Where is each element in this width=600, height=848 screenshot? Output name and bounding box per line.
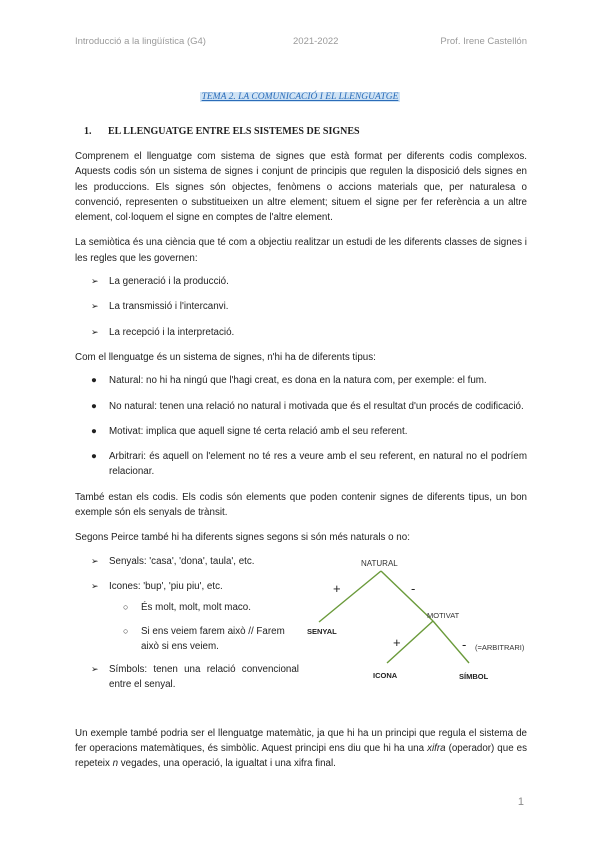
document-title [0, 92, 600, 102]
circle-bullet-icon: ○ [123, 625, 129, 636]
branch-natural-motivat [381, 571, 433, 621]
paragraph-codes: També estan els codis. Els codis són elements que poden contenir signes de diferents tipus, un bon exemple són els senyals de trànsit. [75, 491, 527, 519]
header-course: Introducció a la lingüística (G4) [75, 36, 206, 47]
section-number: 1. [84, 126, 92, 137]
sign-types-list [75, 373, 527, 479]
node-arbitrari: (=ARBITRARI) [475, 642, 525, 652]
dot-bullet-icon: ● [91, 451, 97, 463]
paragraph-types-intro: Com el llenguatge és un sistema de signes, n'hi ha de diferents tipus: [75, 351, 376, 363]
document-body [75, 149, 527, 772]
header-year: 2021-2022 [293, 36, 339, 47]
document-title-text: TEMA 2. LA COMUNICACIÓ I EL LLENGUATGE [201, 92, 399, 102]
paragraph-signs: Comprenem el llenguatge com sistema de signes que està format per diferents codis complexos. Aquests codis són un sistema de signes i conjunt de principis que regulen la disposició dels signes en les produccions. Els signes són objectes, fenòmens o accions materials que, per naturalesa o convenció, representen o substitueixen un altre element; situem el signe per fer referència a un altre element, col·loquem el signe en comptes de l'altre element. [75, 151, 527, 224]
sign-plus-motivat: + [393, 634, 401, 650]
list-item: ➢ Icones: 'bup', 'piu piu', etc. [91, 579, 315, 594]
node-senyal: SENYAL [307, 626, 337, 636]
list-item: ● Motivat: implica que aquell signe té certa relació amb el seu referent. [91, 424, 527, 439]
paragraph-peirce: Segons Peirce també hi ha diferents signes segons si són més naturals o no: [75, 532, 410, 544]
page-number: 1 [517, 796, 524, 808]
paragraph-semiotics: La semiòtica és una ciència que té com a objectiu realitzar un estudi de les diferents classes de signes i les regles que les governen: [75, 237, 527, 264]
dot-bullet-icon: ● [91, 425, 97, 437]
node-icona: ICONA [373, 670, 398, 680]
arrow-bullet-icon: ➢ [91, 555, 99, 566]
semiotics-list [75, 274, 527, 340]
node-simbol: SÍMBOL [459, 671, 489, 681]
paragraph-math: Un exemple també podria ser el llenguatge matemàtic, ja que hi ha un principi que regula el sistema de fer operacions matemàtiques, és simbòlic. Aquest principi ens diu que hi ha una xifra (operador) que es repeteix n vegades, una operació, la igualtat i una xifra final. [75, 727, 527, 770]
list-item: ➢ La transmissió i l'intercanvi. [91, 299, 527, 314]
circle-bullet-icon: ○ [123, 602, 129, 613]
section-title: EL LLENGUATGE ENTRE ELS SISTEMES DE SIGNES [108, 126, 360, 137]
header-professor: Prof. Irene Castellón [440, 36, 527, 47]
branch-natural-senyal [319, 571, 381, 622]
icones-sublist [75, 600, 303, 654]
list-item: ➢ Símbols: tenen una relació convencional entre el senyal. [91, 664, 299, 691]
dot-bullet-icon: ● [91, 375, 97, 387]
arrow-bullet-icon: ➢ [91, 664, 99, 675]
sign-classification-diagram [307, 557, 529, 687]
dot-bullet-icon: ● [91, 400, 97, 412]
sign-plus-natural: + [333, 580, 341, 596]
list-item: ○ És molt, molt, molt maco. [123, 600, 303, 615]
list-item: ➢ La generació i la producció. [91, 274, 527, 289]
node-natural: NATURAL [361, 558, 398, 568]
list-item: ● No natural: tenen una relació no natural i motivada que és el resultat d'un procés de codificació. [91, 399, 527, 414]
list-item: ● Arbitrari: és aquell on l'element no té res a veure amb el seu referent, en natural no el podríem relacionar. [91, 451, 527, 478]
list-item: ➢ Senyals: 'casa', 'dona', taula', etc. [91, 554, 315, 569]
node-motivat: MOTIVAT [427, 610, 460, 620]
peirce-list [75, 554, 315, 693]
sign-minus-natural: - [411, 580, 416, 596]
arrow-bullet-icon: ➢ [91, 580, 99, 591]
arrow-bullet-icon: ➢ [91, 301, 99, 312]
list-item: ● Natural: no hi ha ningú que l'hagi creat, es dona en la natura com, per exemple: el fum. [91, 373, 527, 388]
arrow-bullet-icon: ➢ [91, 276, 99, 287]
list-item: ➢ La recepció i la interpretació. [91, 325, 527, 340]
list-item: ○ Si ens veiem farem això // Farem això si ens veiem. [123, 625, 285, 652]
sign-minus-motivat: - [462, 636, 467, 652]
arrow-bullet-icon: ➢ [91, 326, 99, 337]
section-heading [84, 126, 360, 137]
peirce-section [75, 554, 527, 704]
